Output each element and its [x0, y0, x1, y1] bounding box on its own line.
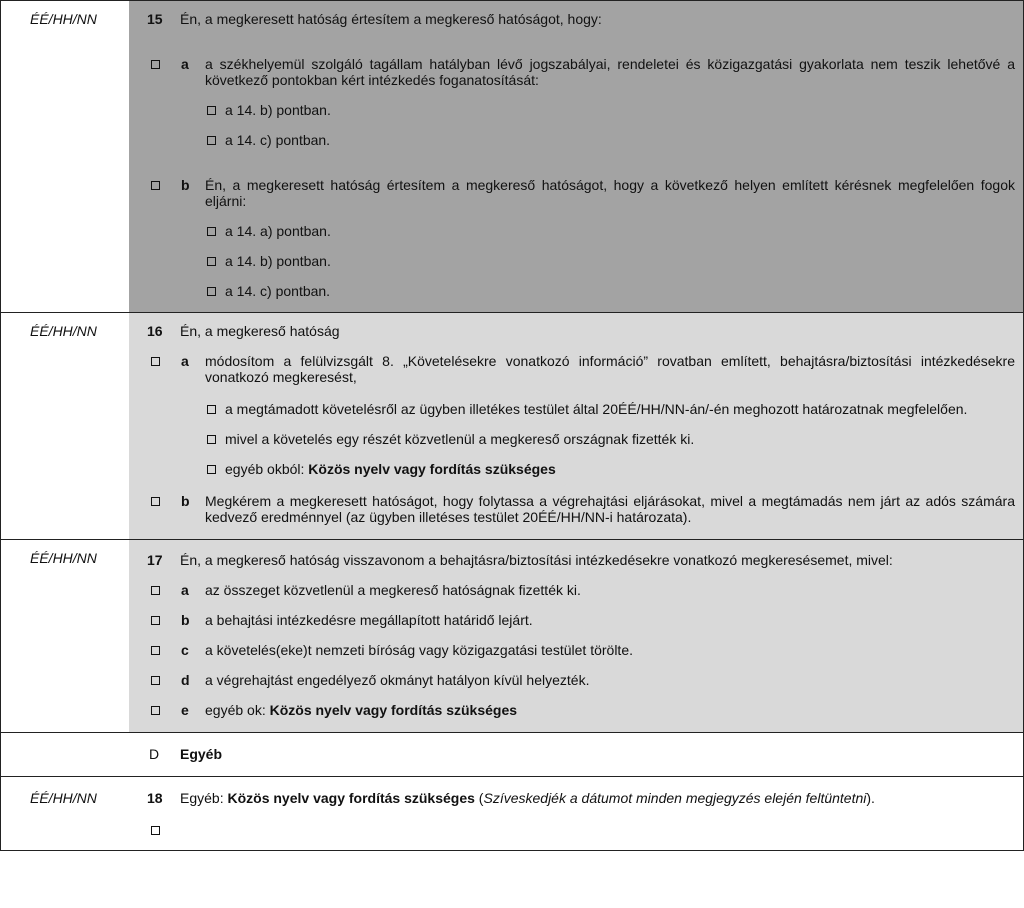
option-letter: e — [181, 702, 189, 718]
date-column — [1, 733, 129, 776]
option-letter: a — [181, 582, 189, 598]
section-15 — [0, 0, 1024, 313]
text-paren-close: ). — [866, 790, 875, 806]
checkbox-16a[interactable] — [151, 357, 160, 366]
date-column — [1, 313, 129, 539]
section-letter: D — [149, 746, 160, 762]
section-intro: Én, a megkereső hatóság visszavonom a behajtásra/biztosítási intézkedésekre vonatkozó megkeresésemet, mivel: — [180, 552, 893, 568]
section-title: Egyéb — [180, 746, 223, 762]
option-letter: a — [181, 353, 189, 369]
section-18 — [0, 777, 1024, 851]
item-number: 15 — [147, 11, 163, 27]
section-15-content — [129, 1, 1023, 312]
section-16-content — [129, 313, 1023, 539]
text-italic: Szíveskedjék a dátumot minden megjegyzés elején feltüntetni — [483, 790, 867, 806]
option-letter: b — [181, 177, 190, 193]
option-text: a követelés(eke)t nemzeti bíróság vagy közigazgatási testület törölte. — [205, 642, 633, 658]
section-17 — [0, 540, 1024, 733]
section-17-content — [129, 540, 1023, 732]
option-prefix: egyéb ok: — [205, 702, 270, 718]
option-text: az összeget közvetlenül a megkereső hatóságnak fizették ki. — [205, 582, 581, 598]
sub-option-text — [225, 461, 1015, 477]
item-number: 18 — [147, 790, 163, 806]
section-d-content — [129, 733, 1023, 776]
checkbox-16b[interactable] — [151, 497, 160, 506]
checkbox-15b-1[interactable] — [207, 227, 216, 236]
sub-option-bold: Közös nyelv vagy fordítás szükséges — [308, 461, 556, 477]
checkbox-15a[interactable] — [151, 60, 160, 69]
sub-option-text: a 14. c) pontban. — [225, 132, 331, 148]
section-d — [0, 733, 1024, 777]
option-text: a végrehajtást engedélyező okmányt hatályon kívül helyezték. — [205, 672, 590, 688]
option-bold: Közös nyelv vagy fordítás szükséges — [269, 702, 518, 718]
checkbox-17a[interactable] — [151, 586, 160, 595]
checkbox-15b[interactable] — [151, 181, 160, 190]
option-text: Megkérem a megkeresett hatóságot, hogy folytassa a végrehajtási eljárásokat, mivel a megtámadás nem járt az adós számára kedvező eredménnyel (az ügyben illetéses testület 20ÉÉ/HH/NN-i határozata). — [205, 493, 1015, 525]
sub-option-text: a 14. b) pontban. — [225, 102, 331, 118]
section-16 — [0, 313, 1024, 540]
checkbox-15b-2[interactable] — [207, 257, 216, 266]
date-column — [1, 1, 129, 312]
date-field: ÉÉ/HH/NN — [30, 790, 97, 806]
section-intro: Én, a megkeresett hatóság értesítem a megkereső hatóságot, hogy: — [180, 11, 602, 27]
sub-option-text: a 14. b) pontban. — [225, 253, 331, 269]
sub-option-prefix: egyéb okból: — [225, 461, 309, 477]
sub-option-text: a 14. c) pontban. — [225, 283, 331, 299]
date-field: ÉÉ/HH/NN — [30, 323, 97, 339]
checkbox-17d[interactable] — [151, 676, 160, 685]
option-letter: b — [181, 493, 190, 509]
checkbox-16a-1[interactable] — [207, 405, 216, 414]
text-paren-open: ( — [474, 790, 484, 806]
checkbox-17b[interactable] — [151, 616, 160, 625]
checkbox-16a-2[interactable] — [207, 435, 216, 444]
option-letter: c — [181, 642, 189, 658]
section-18-content — [129, 777, 1023, 850]
item-number: 16 — [147, 323, 163, 339]
sub-option-text: a megtámadott követelésről az ügyben illetékes testület által 20ÉÉ/HH/NN-án/-én meghozott határozatnak megfelelően. — [225, 401, 968, 417]
text-prefix: Egyéb: — [180, 790, 228, 806]
section-text — [180, 790, 1015, 806]
checkbox-15b-3[interactable] — [207, 287, 216, 296]
sub-option-text: a 14. a) pontban. — [225, 223, 331, 239]
checkbox-18[interactable] — [151, 826, 160, 835]
checkbox-17c[interactable] — [151, 646, 160, 655]
checkbox-15a-1[interactable] — [207, 106, 216, 115]
option-letter: a — [181, 56, 189, 72]
date-field: ÉÉ/HH/NN — [30, 550, 97, 566]
option-letter: b — [181, 612, 190, 628]
section-intro: Én, a megkereső hatóság — [180, 323, 340, 339]
option-text — [205, 702, 1015, 718]
checkbox-15a-2[interactable] — [207, 136, 216, 145]
sub-option-text: mivel a követelés egy részét közvetlenül a megkereső országnak fizették ki. — [225, 431, 695, 447]
option-text: Én, a megkeresett hatóság értesítem a megkereső hatóságot, hogy a következő helyen említett kérésnek megfelelően fogok eljárni: — [205, 177, 1015, 209]
option-text: módosítom a felülvizsgált 8. „Követelésekre vonatkozó információ” rovatban említett, behajtásra/biztosítási intézkedésekre vonatkozó megkeresést, — [205, 353, 1015, 385]
option-text: a behajtási intézkedésre megállapított határidő lejárt. — [205, 612, 533, 628]
date-field: ÉÉ/HH/NN — [30, 11, 97, 27]
checkbox-16a-3[interactable] — [207, 465, 216, 474]
option-letter: d — [181, 672, 190, 688]
date-column — [1, 540, 129, 732]
option-text: a székhelyemül szolgáló tagállam hatályban lévő jogszabályai, rendeletei és közigazgatási gyakorlata nem teszik lehetővé a következő pontokban kért intézkedés foganatosítását: — [205, 56, 1015, 88]
item-number: 17 — [147, 552, 163, 568]
date-column — [1, 777, 129, 850]
checkbox-17e[interactable] — [151, 706, 160, 715]
text-bold: Közös nyelv vagy fordítás szükséges — [227, 790, 475, 806]
